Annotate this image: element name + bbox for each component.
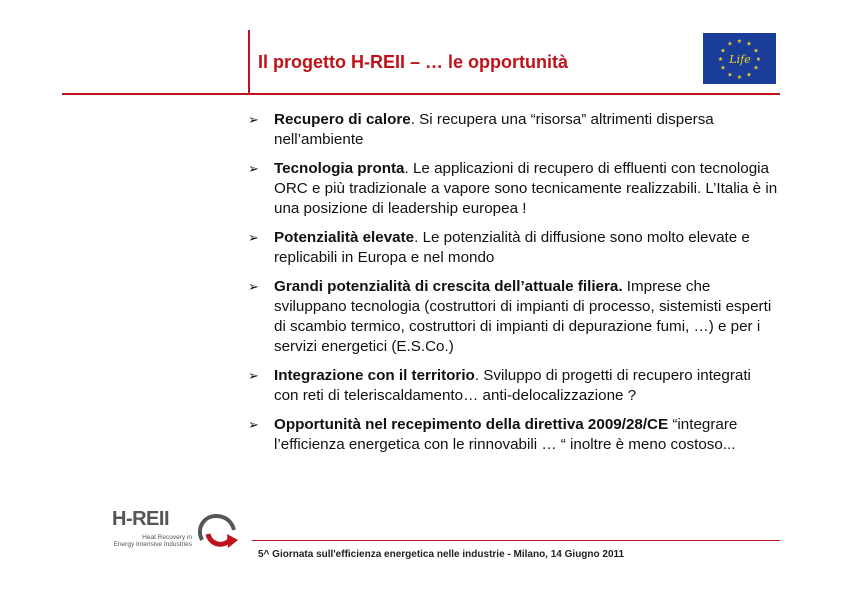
bullet-heading: Grandi potenzialità di crescita dell’attuale filiera. xyxy=(274,278,623,295)
list-item xyxy=(248,366,778,406)
bullet-text: . Le applicazioni di recupero di effluenti con tecnologia ORC e più tradizionale a vapore sono tecnicamente realizzabili. L’Italia è in una posizione di leadership europea ! xyxy=(274,160,778,217)
list-item xyxy=(248,277,778,357)
bullet-text: “integrare l’efficienza energetica con le rinnovabili … “ inoltre è meno costoso... xyxy=(274,416,738,453)
arrow-bullet-icon: ➢ xyxy=(248,112,259,127)
footer-rule xyxy=(252,540,780,541)
hreii-logo xyxy=(82,508,242,558)
life-logo-text: Life xyxy=(729,53,751,66)
svg-text:★: ★ xyxy=(746,71,752,79)
list-item xyxy=(248,159,778,219)
list-item xyxy=(248,415,778,455)
arrow-bullet-icon: ➢ xyxy=(248,230,259,245)
bullet-text: Imprese che sviluppano tecnologia (costruttori di impianti di processo, sistemisti esperti di scambio termico, costruttori di impianti di depurazione fumi, …) e per i servizi energetici (E.S.Co.) xyxy=(274,278,772,355)
bullet-heading: Potenzialità elevate xyxy=(274,229,415,246)
svg-text:★: ★ xyxy=(727,40,733,48)
hreii-logo-name: H-REII xyxy=(112,508,169,530)
bullet-text: . Le potenzialità di diffusione sono molto elevate e replicabili in Europa e nel mondo xyxy=(274,229,750,266)
bullet-heading: Recupero di calore xyxy=(274,111,411,128)
list-item xyxy=(248,110,778,150)
svg-text:★: ★ xyxy=(727,71,733,79)
bullet-heading: Tecnologia pronta xyxy=(274,160,405,177)
svg-text:★: ★ xyxy=(753,47,759,55)
svg-text:★: ★ xyxy=(736,74,743,81)
hreii-subtitle-line2: Energy Intensive Industries xyxy=(113,541,192,548)
list-item xyxy=(248,228,778,268)
footer-text: 5^ Giornata sull'efficienza energetica nelle industrie - Milano, 14 Giugno 2011 xyxy=(258,549,625,560)
title-vertical-rule xyxy=(248,30,250,94)
svg-text:★: ★ xyxy=(746,40,752,48)
arrow-bullet-icon: ➢ xyxy=(248,417,259,432)
eu-life-logo xyxy=(703,33,776,84)
svg-text:★: ★ xyxy=(720,47,726,55)
bullet-text: . Si recupera una “risorsa” altrimenti dispersa nell’ambiente xyxy=(274,111,714,148)
bullet-heading: Integrazione con il territorio xyxy=(274,367,475,384)
bullet-list xyxy=(248,110,778,464)
page-title: Il progetto H-REII – … le opportunità xyxy=(258,52,568,72)
arrow-bullet-icon: ➢ xyxy=(248,368,259,383)
title-horizontal-rule xyxy=(62,93,780,95)
svg-text:★: ★ xyxy=(736,38,743,45)
svg-text:★: ★ xyxy=(753,64,759,72)
eu-stars-icon xyxy=(703,33,776,84)
hreii-logo-subtitle xyxy=(82,534,192,548)
arrow-bullet-icon: ➢ xyxy=(248,161,259,176)
arrow-bullet-icon: ➢ xyxy=(248,279,259,294)
svg-text:★: ★ xyxy=(720,64,726,72)
hreii-subtitle-line1: Heat Recovery in xyxy=(142,534,192,541)
svg-text:★: ★ xyxy=(717,56,724,63)
svg-text:★: ★ xyxy=(755,56,762,63)
bullet-heading: Opportunità nel recepimento della direttiva 2009/28/CE xyxy=(274,416,669,433)
recycle-arrow-icon xyxy=(194,510,240,552)
bullet-text: . Sviluppo di progetti di recupero integrati con reti di teleriscaldamento… anti-delocalizzazione ? xyxy=(274,367,751,404)
